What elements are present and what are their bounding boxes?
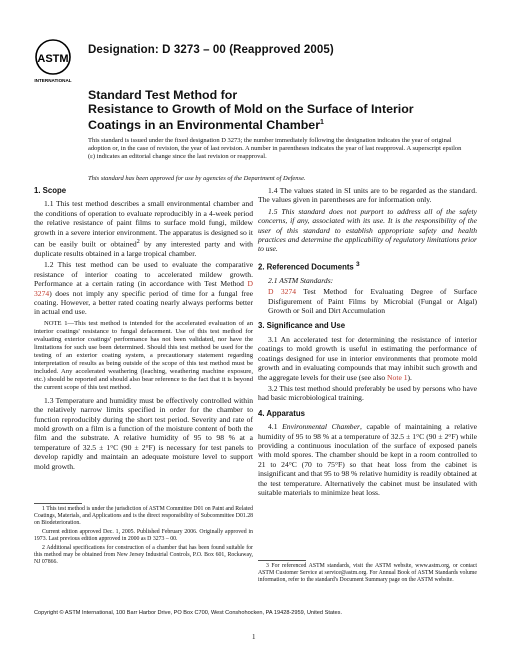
footnotes-right	[258, 563, 477, 586]
footnotes-left	[34, 506, 253, 568]
scope-heading: 1. Scope	[34, 186, 67, 195]
astm-standards-sub: 2.1 ASTM Standards:	[268, 275, 334, 285]
dod-approval: This standard has been approved for use by agencies of the Department of Defense.	[88, 175, 306, 182]
title-line-3: Coatings in an Environmental Chamber$^1$	[88, 118, 324, 133]
ref-d3274-link[interactable]: D 3274	[268, 287, 297, 297]
footnote-1: 1 This test method is under the jurisdiction of ASTM Committee D01 on Paint and Related Coatings, Materials, and Applications and is the direct responsibility of Subcommittee D01.28 on Biodeterioration.	[34, 506, 253, 526]
standard-note: This standard is issued under the fixed designation D 3273; the number immediately following the designation indicates the year of original adoption or, in the case of revision, the year of last revision. A number in parentheses indicates the year of last reapproval. A superscript epsilon (ε) indicates an editorial change since the last revision or reapproval.	[88, 137, 462, 161]
para-4-1: 4.1 Environmental Chamber, capable of maintaining a relative humidity of 95 to 98 % at a temperature of 32.5 ± 1°C (90 ± 2°F) while providing a continuous inoculation of the surface of exposed panels with mold spores. The chamber should be kept in a room controlled to 21 to 24°C (70 to 75°F) so that heat loss from the cabinet is insignificant and that 95 to 98 % relative humidity is readily obtained at the test temperature. Alternatively the cabinet must be insulated with suitable materials to minimize heat loss.	[258, 422, 478, 497]
title-footnote-mark: 1	[320, 119, 324, 126]
right-column	[258, 186, 477, 499]
note-1: NOTE 1—This test method is intended for the accelerated evaluation of an interior coatings' resistance to fungal defacement. Use of this test method for evaluating exterior coatings' performance has not been validated, nor have the limitations for such use been determined. Should this test method be used for the testing of an exterior coating system, a precautionary statement regarding interpretation of results as being outside of the scope of this test method must be included. Any accelerated weathering (leaching, weathering machine exposure, etc.) should be reported and should also bear reference to the fact that it is beyond the current scope of this test method.	[34, 319, 253, 391]
para-3-2: 3.2 This test method should preferably be used by persons who have had basic microbiological training.	[258, 383, 477, 403]
designation: Designation: D 3273 – 00 (Reapproved 2005)	[88, 44, 334, 56]
para-1-2: 1.2 This test method can be used to evaluate the comparative resistance of interior coating to accelerated mildew growth. Performance at a certain rating (in accordance with Test Method D 3274) does not imply any specific period of time for a fungal free coating. However, a better rated coating nearly always performs better in actual end use.	[34, 260, 253, 317]
left-column	[34, 186, 253, 473]
footnote-1-edition: Current edition approved Dec. 1, 2005. Published February 2006. Originally approved in 1973. Last previous edition approved in 2000 as D 3273 – 00.	[34, 529, 253, 542]
astm-logo	[32, 38, 74, 84]
footnote-divider-right	[258, 560, 306, 561]
footnote-divider-left	[34, 503, 82, 504]
significance-heading: 3. Significance and Use	[258, 321, 346, 331]
para-3-1: 3.1 An accelerated test for determining the resistance of interior coatings to mold growth is useful in estimating the performance of coatings designed for use in interior environments that promote mold growth and in evaluating compounds that may inhibit such growth and the aggregate levels for their use (see also Note 1).	[258, 334, 477, 382]
footnote-3: 3 For referenced ASTM standards, visit the ASTM website, www.astm.org, or contact ASTM Customer Service at service@astm.org. For Annual Book of ASTM Standards volume information, refer to the standard's Document Summary page on the ASTM website.	[258, 563, 477, 583]
copyright: Copyright © ASTM International, 100 Barr Harbor Drive, PO Box C700, West Conshohocken, PA 19428-2959, United States.	[34, 610, 342, 616]
para-1-3: 1.3 Temperature and humidity must be effectively controlled within the relatively narrow limits specified in order for the chamber to function reproducibly during the short test period. Severity and rate of mold growth on a film is a function of the moisture content of both the film and the substrate. A relative humidity of 95 to 98 % at a temperature of 32.5 ± 1°C (90 ± 2°F) is necessary for test panels to develop rapidly and maintain an adequate moisture level to support mold growth.	[34, 395, 253, 471]
para-1-4: 1.4 The values stated in SI units are to be regarded as the standard. The values given in parentheses are for information only.	[258, 186, 477, 205]
para-1-1: 1.1 This test method describes a small environmental chamber and the conditions of operation to evaluate reproducibly in a 4-week period the relative resistance of paint films to surface mold fungi, mildew growth in a severe interior environment. The apparatus is designed so it can be easily built or obtained$^2$ by any interested party and with duplicate results obtained in a large tropical chamber.	[34, 199, 253, 258]
logo-text: ASTM	[37, 53, 69, 65]
title-line-1: Standard Test Method for	[88, 88, 238, 102]
apparatus-heading: 4. Apparatus	[258, 408, 305, 418]
refs-heading: 2. Referenced Documents $^3$	[258, 260, 360, 272]
d3274-link[interactable]: D 3274	[34, 279, 253, 298]
title-line-2: Resistance to Growth of Mold on the Surface of Interior	[88, 102, 414, 116]
footnote-2: 2 Additional specifications for construction of a chamber that has been found suitable for this method may be obtained from New Jersey Industrial Controls, P.O. Box 601, Rockaway, NJ 07866.	[34, 545, 253, 565]
ref-d3274: D 3274 Test Method for Evaluating Degree of Surface Disfigurement of Paint Films by Microbial (Fungal or Algal) Growth or Soil and Dirt Accumulation	[268, 287, 477, 316]
logo-subtext: INTERNATIONAL	[34, 78, 72, 83]
para-1-5: 1.5 This standard does not purport to address all of the safety concerns, if any, associated with its use. It is the responsibility of the user of this standard to establish appropriate safety and health practices and determine the applicability of regulatory limitations prior to use.	[258, 206, 477, 254]
note-1-link[interactable]: Note 1	[387, 372, 408, 382]
document-title	[88, 88, 448, 132]
page-number: 1	[252, 633, 256, 641]
